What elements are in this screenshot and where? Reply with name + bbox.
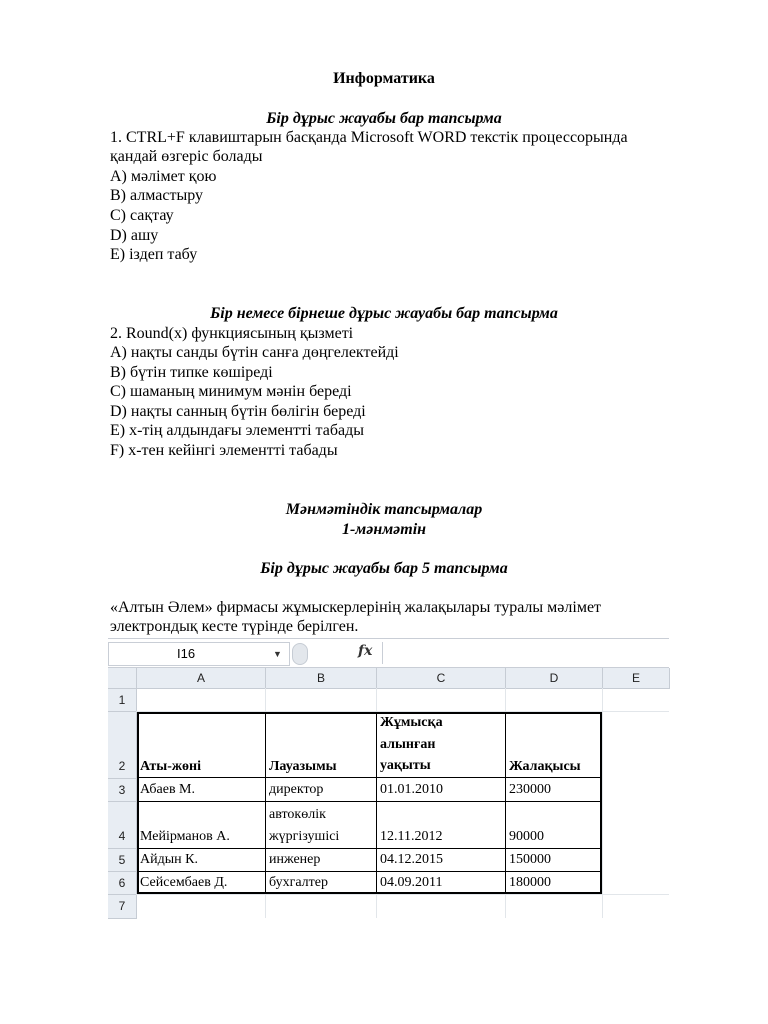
column-header-b[interactable]: B (266, 668, 377, 689)
q2-option-d: D) нақты санның бүтін бөлігін береді (110, 403, 366, 420)
name-box-value: I16 (177, 646, 196, 661)
question1-line1: 1. CTRL+F клавиштарын басқанда Microsoft WORD текстік процессорында (110, 129, 628, 146)
cell-position[interactable]: директор (269, 782, 324, 797)
row-header-3[interactable]: 3 (108, 779, 137, 802)
header-name[interactable]: Аты-жөні (140, 759, 201, 774)
header-position[interactable]: Лауазымы (269, 759, 337, 774)
q1-option-b: B) алмастыру (110, 187, 203, 204)
q1-option-e: E) іздеп табу (110, 246, 198, 263)
cell-position-line2: жүргізушісі (269, 829, 340, 844)
header-hired-line2: алынған (380, 737, 436, 752)
row-header-6[interactable]: 6 (108, 872, 137, 895)
q2-option-f: F) х-тен кейінгі элементті табады (110, 442, 338, 459)
cell-salary[interactable]: 150000 (509, 852, 551, 867)
gridline (602, 688, 603, 918)
select-all-corner[interactable] (108, 668, 137, 689)
column-header-d[interactable]: D (506, 668, 603, 689)
section1-heading: Бір дұрыс жауабы бар тапсырма (266, 110, 502, 127)
document-title: Информатика (333, 70, 435, 87)
header-salary[interactable]: Жалақысы (509, 759, 581, 774)
formula-bar (108, 638, 669, 668)
function-icon[interactable]: fx (358, 643, 373, 659)
table-border (137, 801, 602, 802)
cell-date[interactable]: 04.09.2011 (380, 875, 443, 890)
row-header-5[interactable]: 5 (108, 849, 137, 872)
header-hired-line3: уақыты (380, 758, 431, 773)
table-border (137, 848, 602, 849)
context-line1: «Алтын Әлем» фирмасы жұмыскерлерінің жалақылары туралы мәлімет (110, 599, 602, 616)
formula-divider-handle[interactable] (292, 643, 308, 665)
gridline (136, 894, 669, 895)
q2-option-b: B) бүтін типке көшіреді (110, 364, 273, 381)
q2-option-a: A) нақты санды бүтін санға дөңгелектейді (110, 344, 399, 361)
question2: 2. Round(x) функциясының қызметі (110, 325, 354, 342)
q1-option-c: C) сақтау (110, 207, 174, 224)
q2-option-e: E) х-тің алдындағы элементті табады (110, 422, 364, 439)
cell-salary[interactable]: 230000 (509, 782, 551, 797)
task-heading: Бір дұрыс жауабы бар 5 тапсырма (260, 560, 508, 577)
cell-position-line1[interactable]: автокөлік (269, 807, 326, 822)
cell-name[interactable]: Абаев М. (140, 782, 196, 797)
q1-option-a: A) мәлімет қою (110, 168, 217, 185)
cell-date[interactable]: 01.01.2010 (380, 782, 443, 797)
row-header-4[interactable]: 4 (108, 802, 137, 849)
cell-date[interactable]: 04.12.2015 (380, 852, 443, 867)
row-header-7[interactable]: 7 (108, 895, 137, 919)
spreadsheet (108, 638, 669, 918)
cell-name[interactable]: Мейірманов А. (140, 829, 230, 844)
section2-heading: Бір немесе бірнеше дұрыс жауабы бар тапсырма (210, 305, 558, 322)
table-border (137, 777, 602, 778)
table-border (137, 871, 602, 872)
cell-position[interactable]: бухгалтер (269, 875, 328, 890)
column-header-e[interactable]: E (603, 668, 670, 689)
row-header-1[interactable]: 1 (108, 689, 137, 712)
row-header-2[interactable]: 2 (108, 712, 137, 779)
column-header-a[interactable]: A (137, 668, 266, 689)
cell-salary[interactable]: 90000 (509, 829, 544, 844)
chevron-down-icon[interactable]: ▼ (273, 649, 282, 659)
cell-name[interactable]: Сейсембаев Д. (140, 875, 228, 890)
header-hired-line1[interactable]: Жұмысқа (380, 715, 443, 730)
question1-line2: қандай өзгеріс болады (110, 148, 263, 165)
section3-heading: Мәнмәтіндік тапсырмалар (285, 501, 483, 518)
cell-date[interactable]: 12.11.2012 (380, 829, 443, 844)
column-header-c[interactable]: C (377, 668, 506, 689)
context-line2: электрондық кесте түрінде берілген. (110, 618, 359, 635)
q1-option-d: D) ашу (110, 227, 159, 244)
formula-input[interactable] (382, 642, 669, 664)
cell-salary[interactable]: 180000 (509, 875, 551, 890)
cell-position[interactable]: инженер (269, 852, 321, 867)
section3-subheading: 1-мәнмәтін (341, 521, 427, 538)
name-box[interactable] (108, 642, 290, 666)
q2-option-c: C) шаманың минимум мәнін береді (110, 383, 352, 400)
cell-name[interactable]: Айдын К. (140, 852, 198, 867)
